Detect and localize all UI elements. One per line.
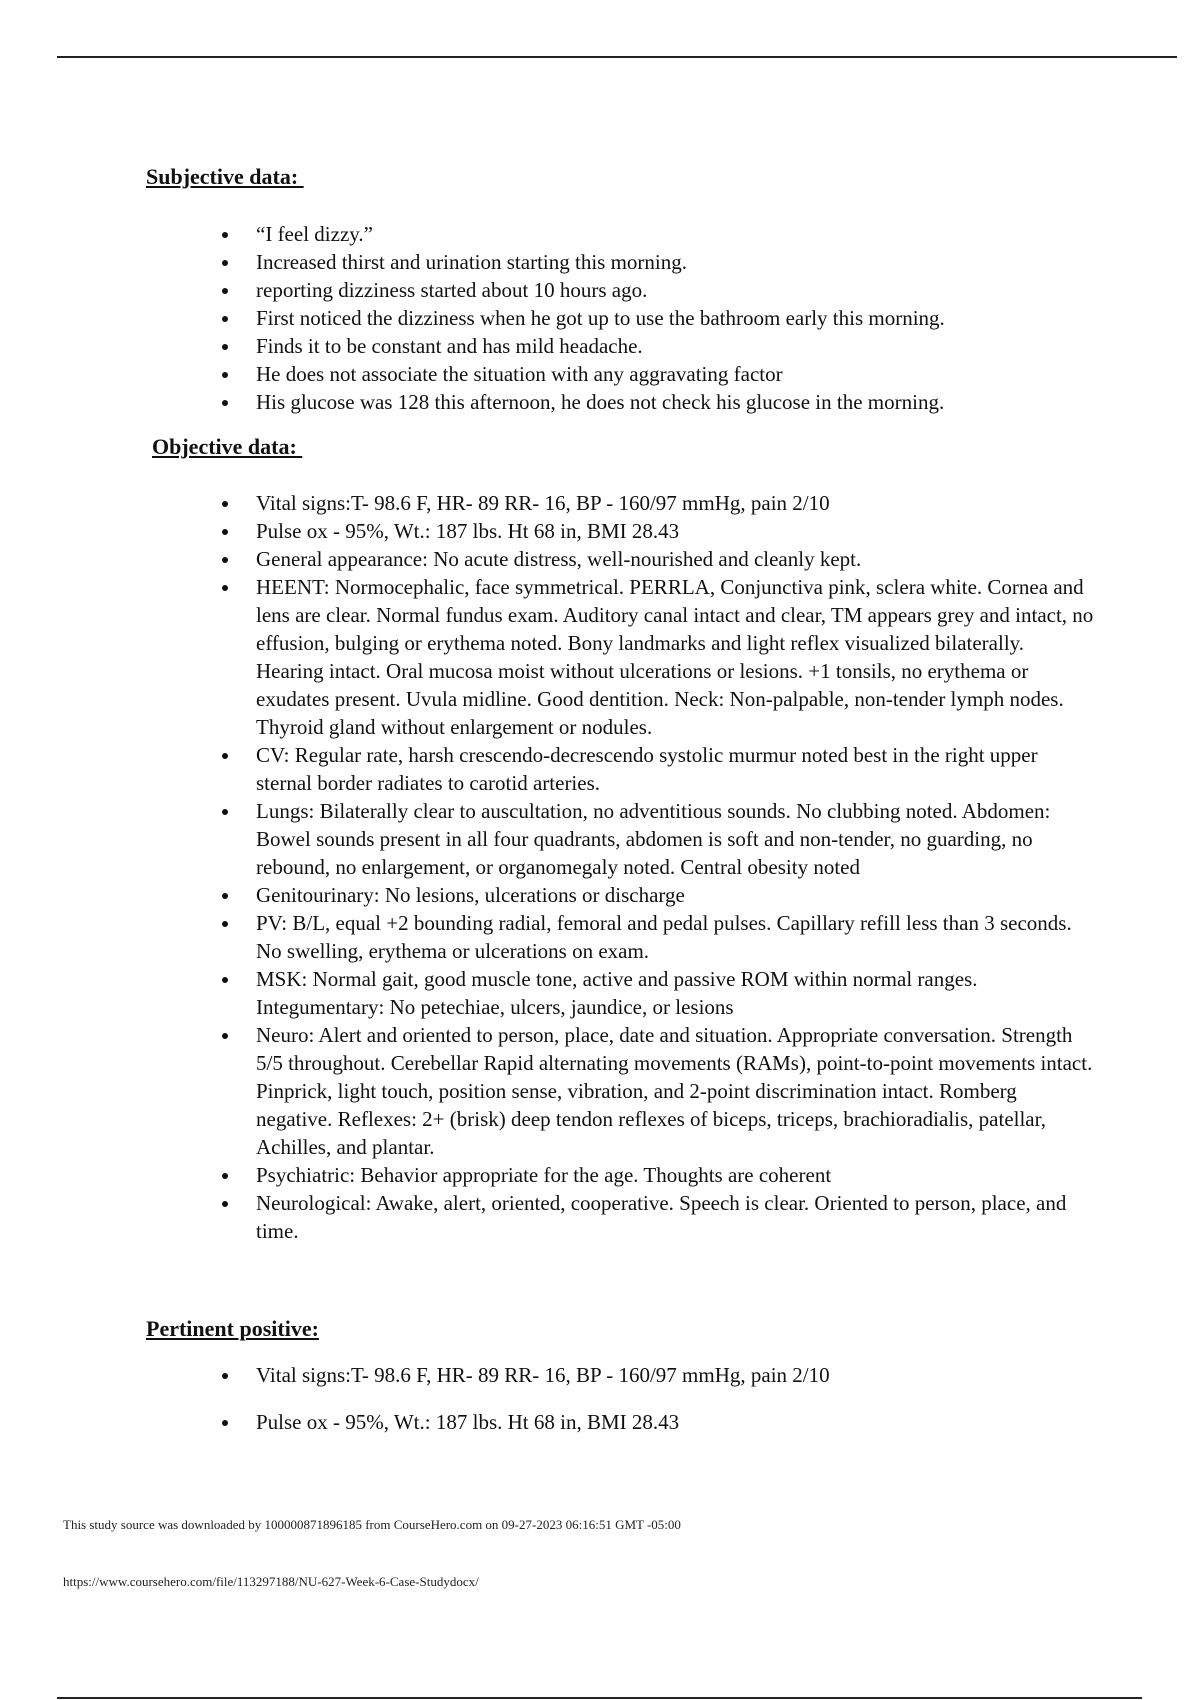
bottom-rule (57, 1697, 1142, 1699)
list-item: “I feel dizzy.” (256, 220, 1096, 248)
list-item: He does not associate the situation with any aggravating factor (256, 360, 1096, 388)
list-item: Neuro: Alert and oriented to person, place, date and situation. Appropriate conversation. Strength 5/5 throughout. Cerebellar Rapid alternating movements (RAMs), point-to-point movements intact. Pinprick, light touch, position sense, vibration, and 2-point discrimination intact. Romberg negative. Reflexes: 2+ (brisk) deep tendon reflexes of biceps, triceps, brachioradialis, patellar, Achilles, and plantar. (256, 1021, 1096, 1161)
source-url: https://www.coursehero.com/file/113297188/NU-627-Week-6-Case-Studydocx/ (63, 1574, 479, 1589)
pertinent-heading: Pertinent positive: (146, 1316, 319, 1341)
pertinent-list (256, 1361, 1096, 1455)
list-item: Increased thirst and urination starting this morning. (256, 248, 1096, 276)
list-item: Lungs: Bilaterally clear to auscultation, no adventitious sounds. No clubbing noted. Abdomen: Bowel sounds present in all four quadrants, abdomen is soft and non-tender, no guarding, no rebound, no enlargement, or organomegaly noted. Central obesity noted (256, 797, 1096, 881)
list-item: His glucose was 128 this afternoon, he does not check his glucose in the morning. (256, 388, 1096, 416)
download-note: This study source was downloaded by 100000871896185 from CourseHero.com on 09-27-2023 06:16:51 GMT -05:00 (63, 1517, 681, 1532)
list-item: Psychiatric: Behavior appropriate for the age. Thoughts are coherent (256, 1161, 1096, 1189)
list-item: Pulse ox - 95%, Wt.: 187 lbs. Ht 68 in, BMI 28.43 (256, 517, 1096, 545)
list-item: HEENT: Normocephalic, face symmetrical. PERRLA, Conjunctiva pink, sclera white. Cornea and lens are clear. Normal fundus exam. Auditory canal intact and clear, TM appears grey and intact, no effusion, bulging or erythema noted. Bony landmarks and light reflex visualized bilaterally. Hearing intact. Oral mucosa moist without ulcerations or lesions. +1 tonsils, no erythema or exudates present. Uvula midline. Good dentition. Neck: Non-palpable, non-tender lymph nodes. Thyroid gland without enlargement or nodules. (256, 573, 1096, 741)
list-item: PV: B/L, equal +2 bounding radial, femoral and pedal pulses. Capillary refill less than 3 seconds. No swelling, erythema or ulcerations on exam. (256, 909, 1096, 965)
subjective-heading: Subjective data: (146, 164, 304, 189)
objective-list (256, 489, 1096, 1245)
list-item: reporting dizziness started about 10 hours ago. (256, 276, 1096, 304)
list-item: MSK: Normal gait, good muscle tone, active and passive ROM within normal ranges. Integumentary: No petechiae, ulcers, jaundice, or lesions (256, 965, 1096, 1021)
subjective-list (256, 220, 1096, 416)
list-item: Neurological: Awake, alert, oriented, cooperative. Speech is clear. Oriented to person, place, and time. (256, 1189, 1096, 1245)
list-item: Pulse ox - 95%, Wt.: 187 lbs. Ht 68 in, BMI 28.43 (256, 1408, 1096, 1436)
top-rule (57, 56, 1177, 58)
list-item: CV: Regular rate, harsh crescendo-decrescendo systolic murmur noted best in the right upper sternal border radiates to carotid arteries. (256, 741, 1096, 797)
objective-heading: Objective data: (152, 434, 303, 459)
list-item: Finds it to be constant and has mild headache. (256, 332, 1096, 360)
list-item: Vital signs:T- 98.6 F, HR- 89 RR- 16, BP - 160/97 mmHg, pain 2/10 (256, 1361, 1096, 1389)
list-item: First noticed the dizziness when he got up to use the bathroom early this morning. (256, 304, 1096, 332)
list-item: General appearance: No acute distress, well-nourished and cleanly kept. (256, 545, 1096, 573)
list-item: Genitourinary: No lesions, ulcerations or discharge (256, 881, 1096, 909)
list-item: Vital signs:T- 98.6 F, HR- 89 RR- 16, BP - 160/97 mmHg, pain 2/10 (256, 489, 1096, 517)
